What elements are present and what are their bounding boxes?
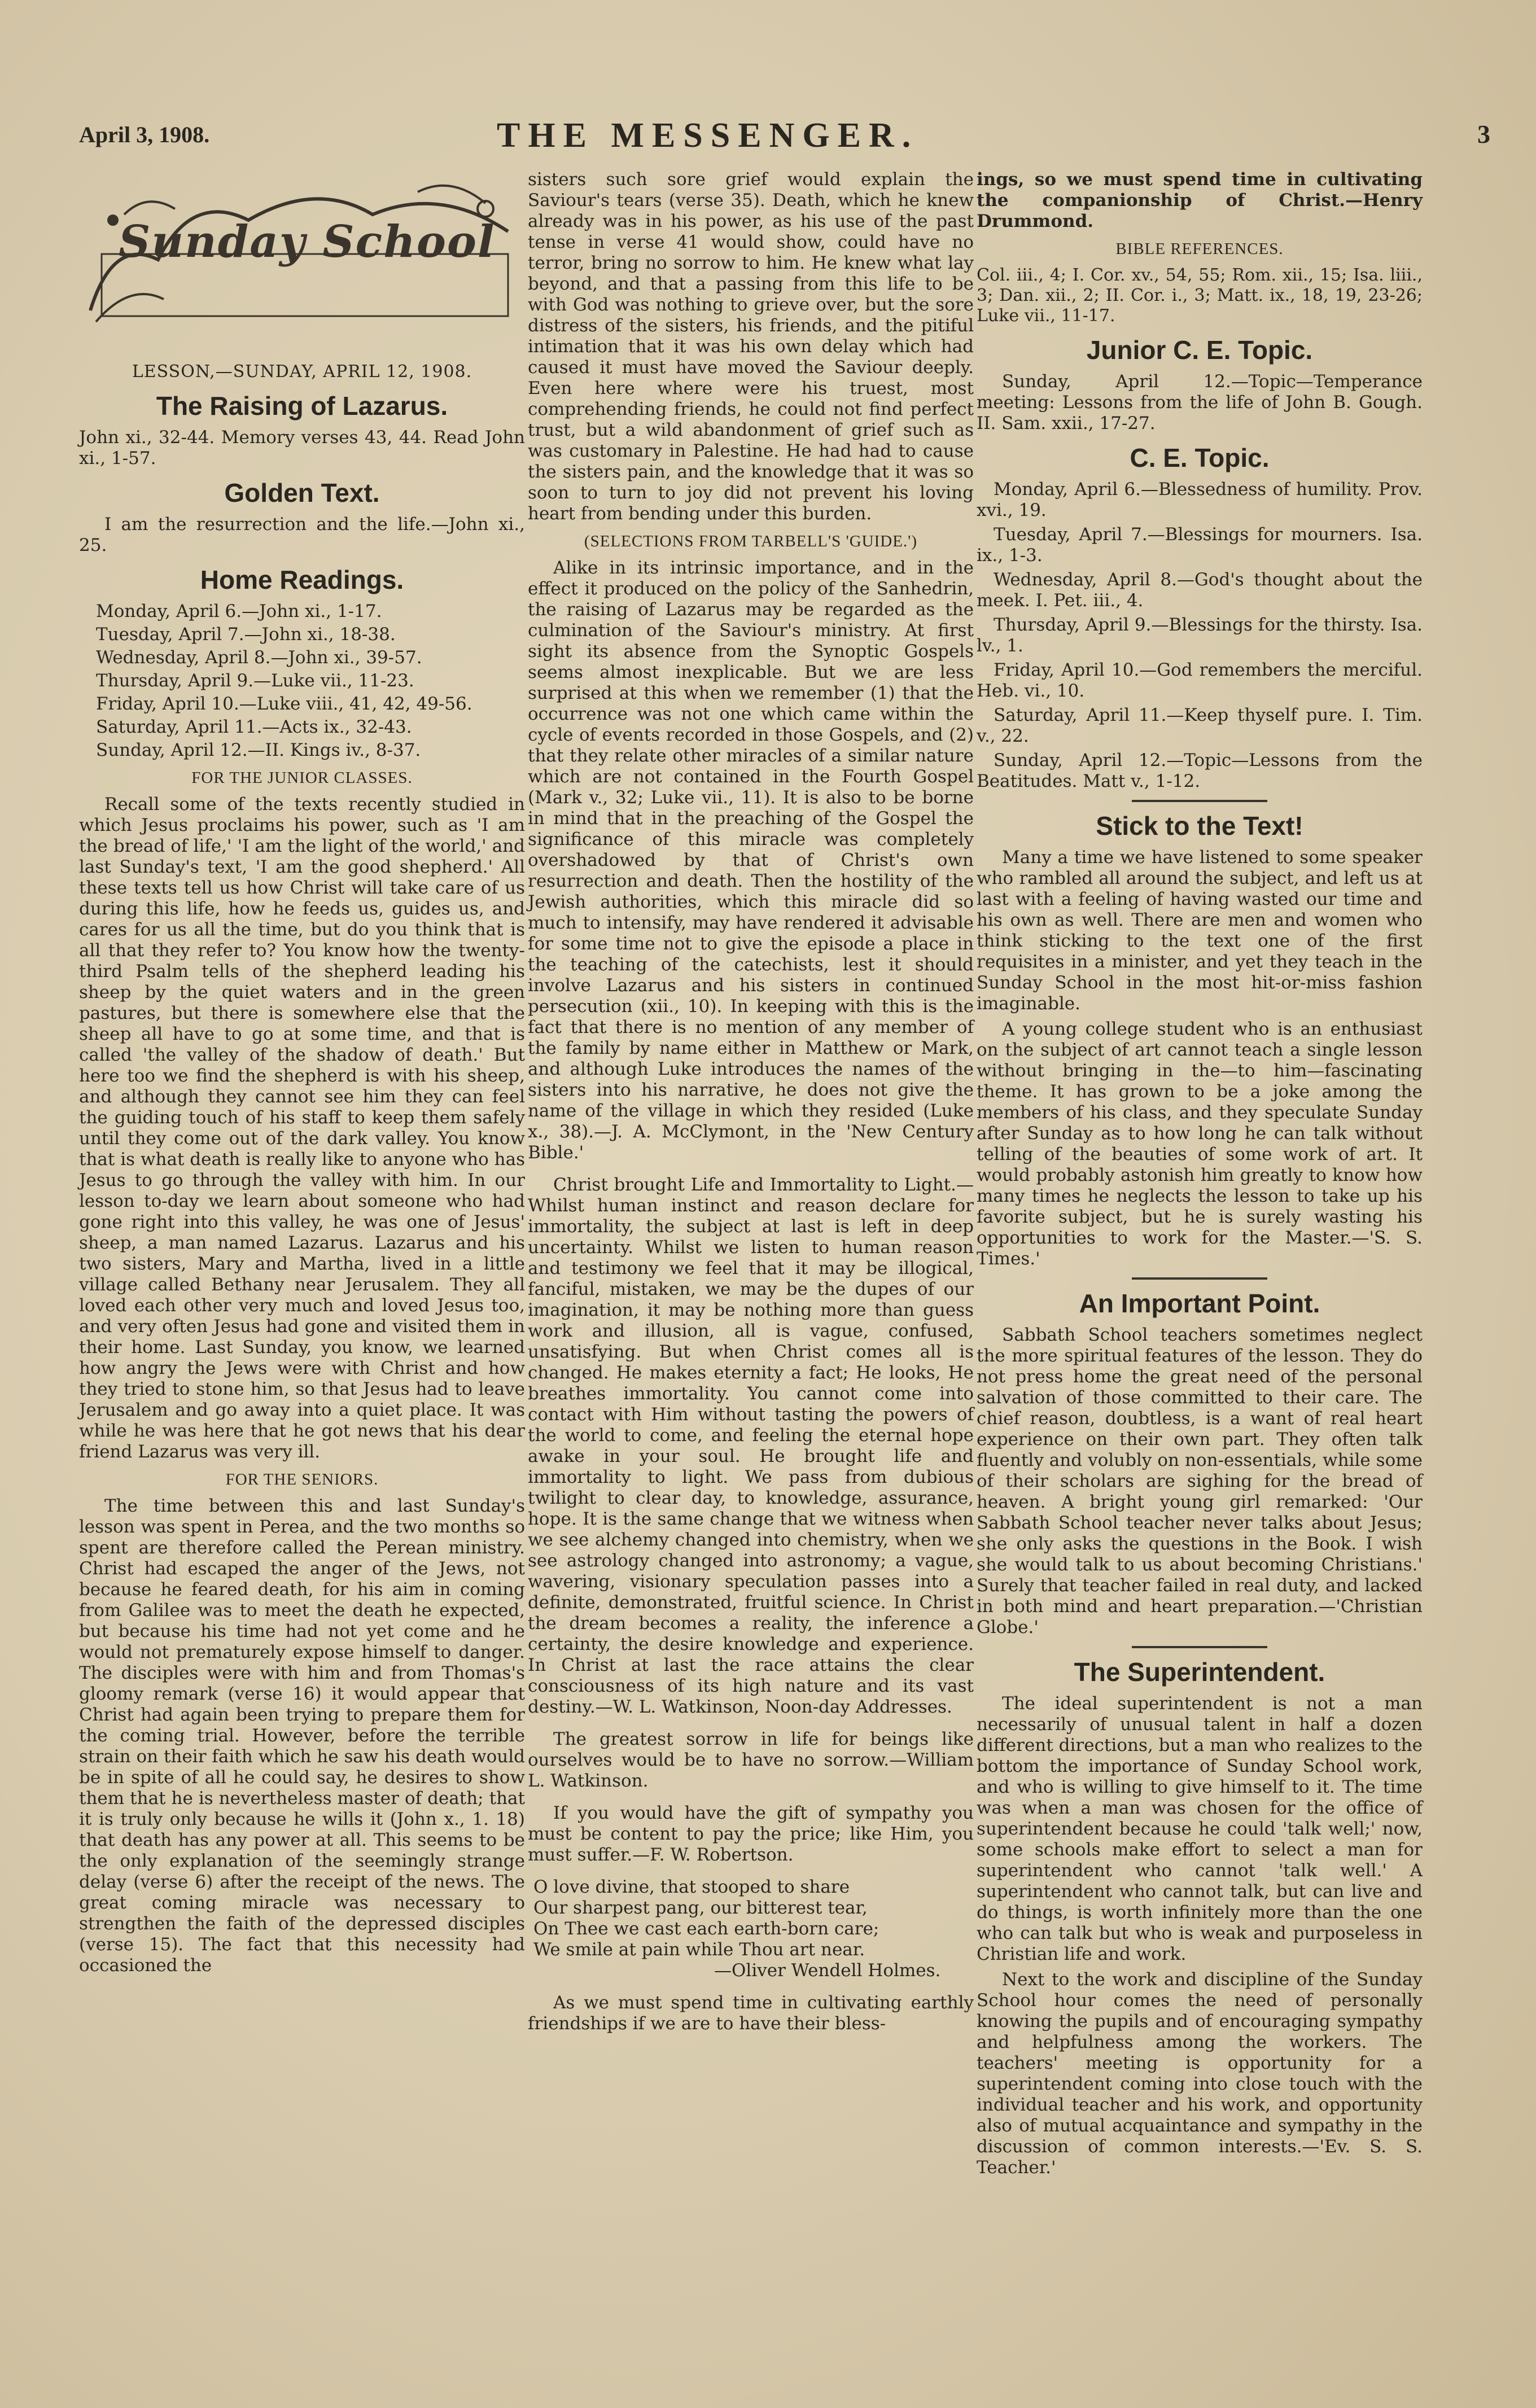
column-3 [977,169,1423,2183]
reading-item: Thursday, April 9.—Luke vii., 11-23. [96,671,414,691]
seniors-heading: FOR THE SENIORS. [225,1470,379,1488]
reading-item: Saturday, April 11.—Acts ix., 32-43. [96,717,412,737]
ce-topic-item: Friday, April 10.—God remembers the merciful. Heb. vi., 10. [977,660,1423,701]
ce-topic-item: Wednesday, April 8.—God's thought about the meek. I. Pet. iii., 4. [977,570,1423,611]
poem-attribution: —Oliver Wendell Holmes. [714,1960,941,1981]
selections-text: Alike in its intrinsic importance, and in the effect it produced on the policy of the Sanhedrin, the raising of Lazarus may be regarded as the culmination of the Saviour's ministry. At first sight its absence from the Synoptic Gospels seems almost inexplicable. But we are less surprised at this when we remember (1) that the occurrence was not one which came within the cycle of events recorded in those Gospels, and (2) that they relate other miracles of a similar nature which are not contained in the Fourth Gospel (Mark v., 32; Luke vii., 11). It is also to be borne in mind that in the preaching of the Gospel the significance of this miracle was completely overshadowed by that of Christ's own resurrection and death. Then the hostility of the Jewish authorities, which this miracle did so much to intensify, may have rendered it advisable for some time not to give the episode a place in the teaching of the catechists, lest it should involve Lazarus and his sisters in continued persecution (xii., 10). In keeping with this is the fact that there is no mention of any member of the family by name either in Matthew or Mark, and although Luke introduces the names of the sisters into his narrative, he does not give the name of the village in which they resided (Luke x., 38).—J. A. McClymont, in the 'New Century Bible.' [528,558,974,1163]
section-divider [1132,1646,1267,1648]
column-2 [528,169,974,2039]
important-point-heading: An Important Point. [1079,1289,1320,1318]
bible-references-heading: BIBLE REFERENCES. [1115,240,1284,258]
poem-line: We smile at pain while Thou art near. [533,1939,865,1960]
lesson-title: The Raising of Lazarus. [156,391,448,421]
important-point-text: Sabbath School teachers sometimes neglect the more spiritual features of the lesson. They do not press home the great need of the personal salvation of those committed to their care. The chief reason, doubtless, is a want of real heart experience on their own part. They often talk fluently and volubly on non-essentials, while some of their scholars are sighing for the bread of heaven. A bright young girl remarked: 'Our Sabbath School teacher never talks about Jesus; she only asks the questions in the Book. I wish she would talk to us about becoming Christians.' Surely that teacher failed in real duty, and lacked in both mind and heart preparation.—'Christian Globe.' [977,1325,1423,1638]
ce-topic-item: Thursday, April 9.—Blessings for the thirsty. Isa. lv., 1. [977,615,1423,656]
ce-topic-item: Sunday, April 12.—Topic—Lessons from the Beatitudes. Matt v., 1-12. [977,750,1423,791]
golden-text-heading: Golden Text. [224,478,380,507]
reading-item: Monday, April 6.—John xi., 1-17. [96,601,382,621]
ce-topic-item: Saturday, April 11.—Keep thyself pure. I. Tim. v., 22. [977,705,1423,746]
seniors-continued: sisters such sore grief would explain the Saviour's tears (verse 35). Death, which he knew already was in his power, as his use of the past tense in verse 41 would show, could have no terror, bring no sorrow to him. He knew what lay beyond, and that a passing from this life to be with God was nothing to grieve over, but the sore distress of the sisters, his friends, and the pitiful intimation that it was his own delay which had caused it must have moved the Saviour deeply. Even here where were his truest, most comprehending friends, he could not find perfect trust, but a wild abandonment of grief such as was customary in Palestine. He had had to cause the sisters pain, and the knowledge that it was so soon to turn to joy did not prevent his loving heart from bending under this burden. [528,169,974,524]
stick-to-text-p2: A young college student who is an enthusiast on the subject of art cannot teach a single lesson without bringing in the—to him—fascinating theme. It has grown to be a joke among the members of his class, and they speculate Sunday after Sunday as to how long he can talk without telling of the beauties of some work of art. It would probably astonish him greatly to know how many times he neglects the lesson to take up his favorite subject, but he is surely wasting his opportunities to work for the Master.—'S. S. Times.' [977,1019,1423,1269]
poem-line: On Thee we cast each earth-born care; [533,1919,879,1939]
newspaper-title: THE MESSENGER. [497,116,919,155]
column-1 [79,169,525,1981]
stick-to-text-heading: Stick to the Text! [1096,811,1303,840]
ce-topic-heading: C. E. Topic. [1130,443,1270,472]
earthly-friendships-text: As we must spend time in cultivating earthly friendships if we are to have their bless- [528,1993,974,2034]
poem-line: Our sharpest pang, our bitterest tear, [533,1898,868,1918]
superintendent-heading: The Superintendent. [1074,1657,1325,1687]
immortality-text: Christ brought Life and Immortality to Light.—Whilst human instinct and reason declare for immortality, the subject at last is left in deep uncertainty. Whilst we listen to human reason and testimony we feel that it may be illogical, fanciful, mistaken, we may be the dupes of our imagination, it may be nothing more than guess work and illusion, all is vague, confused, unsatisfying. But when Christ comes all is changed. He makes eternity a fact; He looks, He breathes immortality. You cannot come into contact with Him without tasting the powers of the world to come, and feeling the eternal hope awake in your soul. He brought life and immortality to light. We pass from dubious twilight to clear day, to knowledge, assurance, hope. It is the same change that we witness when we see alchemy changed into chemistry, when we see astrology changed into astronomy; a vague, wavering, visionary speculation passes into a definite, demonstrated, fruitful science. In Christ the dream becomes a reality, the inference a certainty, the desire knowledge and experience. In Christ at last the race attains the clear consciousness of its high nature and its vast destiny.—W. L. Watkinson, Noon-day Addresses. [528,1175,974,1717]
ce-topic-item: Tuesday, April 7.—Blessings for mourners. Isa. ix., 1-3. [977,524,1423,566]
bible-references: Col. iii., 4; I. Cor. xv., 54, 55; Rom. xii., 15; Isa. liii., 3; Dan. xii., 2; II. Cor. i., 3; Matt. ix., 18, 19, 23-26; Luke vii., 11-17. [977,265,1423,326]
golden-text: I am the resurrection and the life.—John xi., 25. [79,514,525,555]
reading-item: Sunday, April 12.—II. Kings iv., 8-37. [96,740,421,760]
section-divider [1132,800,1267,802]
drummond-continued: ings, so we must spend time in cultivating the companionship of Christ.—Henry Drummond. [977,169,1423,231]
home-readings-heading: Home Readings. [200,565,404,594]
poem [528,1877,974,1981]
masthead [79,116,1490,167]
sunday-school-logo [79,169,525,339]
page-number: 3 [1477,120,1490,148]
superintendent-p2: Next to the work and discipline of the Sunday School hour comes the need of personally knowing the pupils and of encouraging sympathy and helpfulness among the workers. The teachers' meeting is opportunity for a superintendent coming into close touch with the individual teacher and his work, and opportunity also of mutual acquaintance and sympathy in the discussion of common interests.—'Ev. S. S. Teacher.' [977,1969,1423,2178]
ce-topic-list [977,479,1423,792]
stick-to-text-p1: Many a time we have listened to some speaker who rambled all around the subject, and left us at last with a feeling of having wasted our time and his own as well. There are men and women who think sticking to the text one of the first requisites in a minister, and yet they teach in the Sunday School in the most hit-or-miss fashion imaginable. [977,847,1423,1014]
selections-heading: (SELECTIONS FROM TARBELL'S 'GUIDE.') [584,532,918,550]
seniors-text: The time between this and last Sunday's lesson was spent in Perea, and the two months so spent are therefore called the Perean ministry. Christ had escaped the anger of the Jews, not because he feared death, for his aim in coming from Galilee was to meet the death he expected, but because his time had not yet come and he would not prematurely expose himself to danger. The disciples were with him and from Thomas's gloomy remark (verse 16) it would appear that Christ had again been trying to prepare them for the coming trial. However, before the terrible strain on their faith which he saw his death would be in spite of all he could say, he desires to show them that he is nevertheless master of death; that it is truly only because he wills it (John x., 1. 18) that death has any power at all. This seems to be the only explanation of the seemingly strange delay (verse 6) after the receipt of the news. The great coming miracle was necessary to strengthen the faith of the depressed disciples (verse 15). The fact that this necessity had occasioned the [79,1496,525,1976]
superintendent-p1: The ideal superintendent is not a man necessarily of unusual talent in half a dozen different directions, but a man who realizes to the bottom the importance of Sunday School work, and who is willing to give himself to it. The time was when a man was chosen for the office of superintendent because he could 'talk well;' now, some schools make effort to select a man for superintendent who cannot 'talk well.' A superintendent who cannot talk, but can live and do things, is worth infinitely more than the one who can talk but who is weak and purposeless in Christian life and work. [977,1693,1423,1964]
issue-date: April 3, 1908. [79,122,210,147]
junior-ce-text: Sunday, April 12.—Topic—Temperance meeting: Lessons from the life of John B. Gough. II. Sam. xxii., 17-27. [977,371,1423,434]
poem-line: O love divine, that stooped to share [533,1877,850,1897]
lesson-line: LESSON,—SUNDAY, APRIL 12, 1908. [132,362,472,382]
junior-classes-heading: FOR THE JUNIOR CLASSES. [191,769,413,787]
sorrow-quote: The greatest sorrow in life for beings like ourselves would be to have no sorrow.—William L. Watkinson. [528,1729,974,1791]
lesson-refs: John xi., 32-44. Memory verses 43, 44. Read John xi., 1-57. [79,427,525,469]
junior-ce-heading: Junior C. E. Topic. [1086,335,1313,365]
reading-item: Tuesday, April 7.—John xi., 18-38. [96,624,396,645]
sympathy-quote: If you would have the gift of sympathy you must be content to pay the price; like Him, you must suffer.—F. W. Robertson. [528,1803,974,1865]
junior-classes-text: Recall some of the texts recently studied in which Jesus proclaims his power, such as 'I am the bread of life,' 'I am the light of the world,' and last Sunday's text, 'I am the good shepherd.' All these texts tell us how Christ will take care of us during this life, how he feeds us, guides us, and cares for us all the time, but do you think that is all that they refer to? You know how the twenty-third Psalm tells of the shepherd leading his sheep by the quiet waters and in the green pastures, but there is somewhere else that the sheep all have to go at some time, and that is called 'the valley of the shadow of death.' But here too we find the shepherd is with his sheep, and although they cannot see him they can feel the guiding touch of his staff to keep them safely until they come out of the dark valley. You know that is what death is really like to anyone who has Jesus to go through the valley with him. In our lesson to-day we learn about someone who had gone right into this valley, he was one of Jesus' sheep, a man named Lazarus. Lazarus and his two sisters, Mary and Martha, lived in a little village called Bethany near Jerusalem. They all loved each other very much and loved Jesus too, and very often Jesus had gone and visited them in their home. Last Sunday, you know, we learned how angry the Jews were with Christ and how they tried to stone him, so that Jesus had to leave Jerusalem and go away into a quiet place. It was while he was here that he got news that his dear friend Lazarus was very ill. [79,794,525,1462]
section-divider [1132,1277,1267,1280]
reading-item: Friday, April 10.—Luke viii., 41, 42, 49-56. [96,694,472,714]
home-readings-list [79,601,525,761]
ce-topic-item: Monday, April 6.—Blessedness of humility. Prov. xvi., 19. [977,479,1423,520]
logo-text: Sunday School [119,216,496,268]
reading-item: Wednesday, April 8.—John xi., 39-57. [96,647,422,668]
